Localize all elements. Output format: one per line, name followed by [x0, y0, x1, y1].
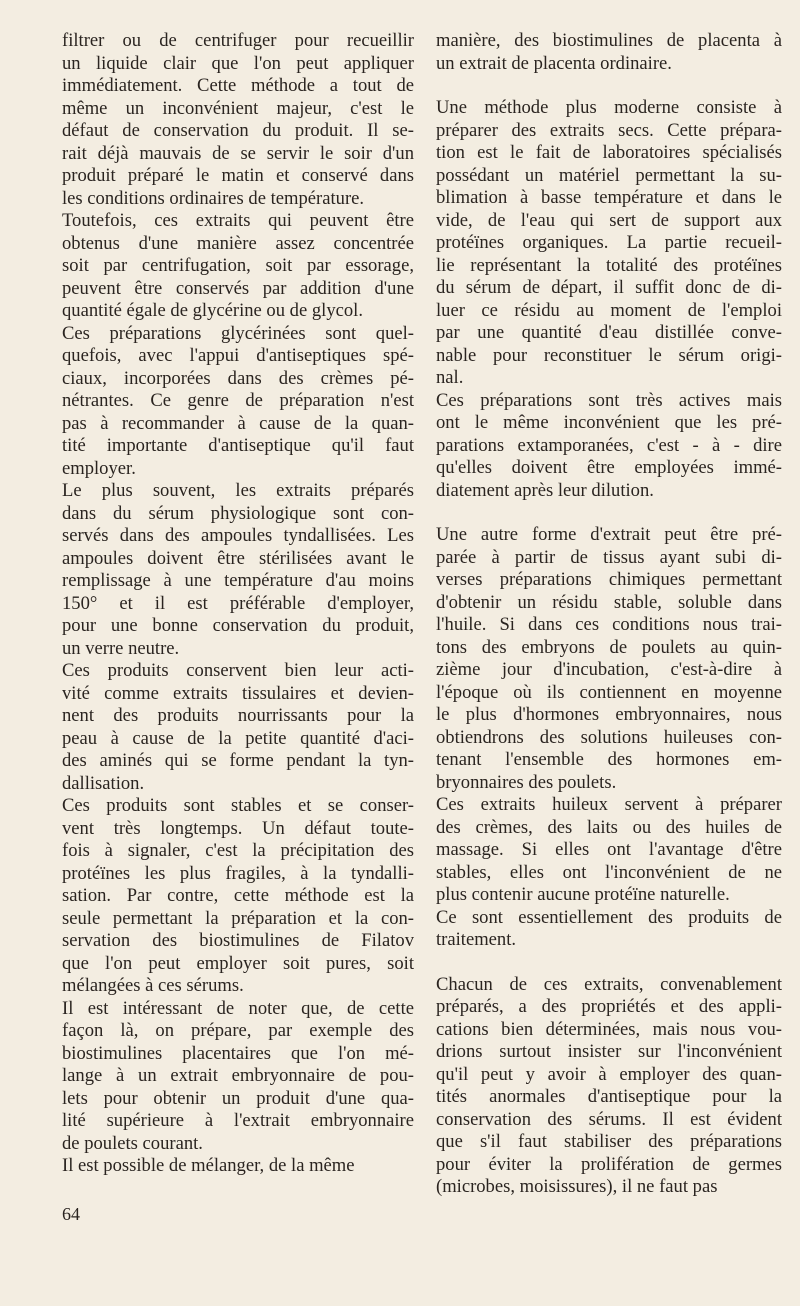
paragraph-gap	[436, 502, 782, 524]
left-column-text-line: façon là, on prépare, par exemple des	[62, 1020, 414, 1041]
right-column-text-line: un extrait de placenta ordinaire.	[436, 52, 672, 74]
right-column-text-line: du sérum de départ, il suffit donc de di-	[436, 277, 782, 298]
right-column-text-line: diatement après leur dilution.	[436, 479, 654, 501]
left-column-text-line: vité comme extraits tissulaires et devien-	[62, 682, 414, 704]
left-column-text-line: un liquide clair que l'on peut appliquer	[62, 52, 414, 74]
left-column-text-line: lange à un extrait embryonnaire de pou-	[62, 1065, 414, 1086]
right-column-text-line: pour éviter la prolifération de germes	[436, 1153, 782, 1175]
left-column-text-line: défaut de conservation du produit. Il se-	[62, 120, 414, 141]
right-column-text-line: cations bien déterminées, mais nous vou-	[436, 1018, 782, 1040]
right-column-text-line: Une méthode plus moderne consiste à	[436, 97, 782, 118]
left-column-text-line: peuvent être conservés par addition d'une	[62, 277, 414, 299]
right-column-text-line: Une autre forme d'extrait peut être pré-	[436, 524, 782, 545]
right-column-text-line: conservation des sérums. Il est évident	[436, 1108, 782, 1130]
left-column	[62, 30, 414, 1178]
left-column-text-line: les conditions ordinaires de température.	[62, 187, 365, 209]
right-column-text-line: protéïnes organiques. La partie recueil-	[436, 232, 782, 253]
left-column-text-line: tité importante d'antiseptique qu'il faut	[62, 435, 414, 456]
left-column-text-line: filtrer ou de centrifuger pour recueillir	[62, 30, 414, 51]
right-column-text-line: traitement.	[436, 929, 517, 950]
left-column-text-line: obtenus d'une manière assez concentrée	[62, 232, 414, 254]
right-column-text-line: tons des embryons de poulets au quin-	[436, 636, 782, 658]
left-column-text-line: ampoules doivent être stérilisées avant le	[62, 547, 414, 569]
right-column-text-line: bryonnaires des poulets.	[436, 771, 617, 793]
right-column-text-line: parée à partir de tissus ayant subi di-	[436, 546, 782, 568]
left-column-text-line: rait déjà mauvais de se servir le soir d'un	[62, 142, 414, 164]
right-column-text-line: Ces extraits huileux servent à préparer	[436, 794, 782, 815]
right-column-text-line: parations extamporanées, c'est - à - dire	[436, 434, 782, 456]
right-column-text-line: tion est le fait de laboratoires spécialisés	[436, 142, 782, 163]
right-column-text-line: blimation à basse température et dans le	[436, 187, 782, 208]
right-column-text-line: stables, elles ont l'inconvénient de ne	[436, 861, 782, 883]
right-column-text-line: massage. Si elles ont l'avantage d'être	[436, 839, 782, 860]
left-column-text-line: employer.	[62, 457, 136, 479]
right-column-text-line: manière, des biostimulines de placenta à	[436, 30, 782, 51]
left-column-text-line: servation des biostimulines de Filatov	[62, 930, 414, 951]
left-column-text-line: Il est intéressant de noter que, de cette	[62, 997, 414, 1019]
left-column-text-line: de poulets courant.	[62, 1132, 203, 1154]
left-column-text-line: vent très longtemps. Un défaut toute-	[62, 817, 414, 839]
left-column-text-line: dallisation.	[62, 772, 145, 794]
left-column-text-line: remplissage à une température d'au moins	[62, 570, 414, 591]
right-column-text-line: luer ce résidu au moment de l'emploi	[436, 299, 782, 321]
right-column-text-line: tenant l'ensemble des hormones em-	[436, 749, 782, 770]
right-column-text-line: tités anormales d'antiseptique pour la	[436, 1086, 782, 1107]
left-column-text-line: Le plus souvent, les extraits préparés	[62, 480, 414, 501]
right-column-text-line: possédant un matériel permettant la su-	[436, 164, 782, 186]
left-column-text-line: Toutefois, ces extraits qui peuvent être	[62, 210, 414, 231]
left-column-text-line: lité supérieure à l'extrait embryonnaire	[62, 1110, 414, 1131]
left-column-text-line: Ces préparations glycérinées sont quel-	[62, 322, 414, 344]
left-column-text-line: nétrantes. Ce genre de préparation n'est	[62, 390, 414, 411]
right-column-text-line: l'époque où ils contiennent en moyenne	[436, 681, 782, 703]
left-column-text-line: fois à signaler, c'est la précipitation des	[62, 840, 414, 861]
left-column-text-line: que l'on peut employer soit pures, soit	[62, 952, 414, 974]
left-column-text-line: mélangées à ces sérums.	[62, 975, 244, 996]
right-column-text-line: ont le même inconvénient que les pré-	[436, 412, 782, 433]
right-column-text-line: l'huile. Si dans ces conditions nous trai-	[436, 614, 782, 635]
right-column-text-line: préparer des extraits secs. Cette prépara-	[436, 119, 782, 141]
left-column-text-line: quefois, avec l'appui d'antiseptiques spé-	[62, 345, 414, 366]
right-column-text-line: préparés, a des propriétés et des appli-	[436, 996, 782, 1017]
left-column-text-line: sation. Par contre, cette méthode est la	[62, 885, 414, 906]
right-column-text-line: des crèmes, des laits ou des huiles de	[436, 816, 782, 838]
right-column	[436, 30, 782, 1199]
right-column-text-line: Ce sont essentiellement des produits de	[436, 906, 782, 928]
left-column-text-line: immédiatement. Cette méthode a tout de	[62, 75, 414, 96]
left-column-text-line: lets pour obtenir un produit d'une qua-	[62, 1087, 414, 1109]
paragraph-gap	[436, 952, 782, 974]
paragraph-gap	[436, 75, 782, 97]
left-column-text-line: seule permettant la préparation et la con-	[62, 907, 414, 929]
page-number: 64	[62, 1204, 80, 1224]
left-column-text-line: pas à recommander à cause de la quan-	[62, 412, 414, 434]
right-column-text-line: le plus d'hormones embryonnaires, nous	[436, 704, 782, 725]
left-column-text-line: Ces produits sont stables et se conser-	[62, 795, 414, 816]
right-column-text-line: d'obtenir un résidu stable, soluble dans	[436, 591, 782, 613]
left-column-text-line: soit par centrifugation, soit par essorage,	[62, 255, 414, 276]
right-column-text-line: nable pour reconstituer le sérum origi-	[436, 344, 782, 366]
right-column-text-line: par une quantité d'eau distillée conve-	[436, 322, 782, 343]
right-column-text-line: que s'il faut stabiliser des préparations	[436, 1131, 782, 1152]
left-column-text-line: protéïnes les plus fragiles, à la tyndalli-	[62, 862, 414, 884]
left-column-text-line: ciaux, incorporées dans des crèmes pé-	[62, 367, 414, 389]
left-column-text-line: un verre neutre.	[62, 637, 180, 659]
right-column-text-line: verses préparations chimiques permettant	[436, 569, 782, 590]
right-column-text-line: lie représentant la totalité des protéïnes	[436, 254, 782, 276]
left-column-text-line: peau à cause de la petite quantité d'aci-	[62, 727, 414, 749]
left-column-text-line: Il est possible de mélanger, de la même	[62, 1155, 355, 1176]
left-column-text-line: même un inconvénient majeur, c'est le	[62, 97, 414, 119]
right-column-text-line: qu'il peut y avoir à employer des quan-	[436, 1063, 782, 1085]
right-column-text-line: Chacun de ces extraits, convenablement	[436, 973, 782, 995]
right-column-text-line: zième jour d'incubation, c'est-à-dire à	[436, 659, 782, 680]
left-column-text-line: pour une bonne conservation du produit,	[62, 615, 414, 636]
left-column-text-line: des aminés qui se forme pendant la tyn-	[62, 750, 414, 771]
left-column-text-line: Ces produits conservent bien leur acti-	[62, 660, 414, 681]
right-column-text-line: nal.	[436, 367, 464, 388]
left-column-text-line: quantité égale de glycérine ou de glycol.	[62, 300, 363, 321]
left-column-text-line: 150° et il est préférable d'employer,	[62, 592, 414, 614]
right-column-text-line: drions surtout insister sur l'inconvénient	[436, 1041, 782, 1062]
right-column-text-line: (microbes, moisissures), il ne faut pas	[436, 1176, 718, 1197]
right-column-text-line: Ces préparations sont très actives mais	[436, 389, 782, 411]
left-column-text-line: nent des produits nourrissants pour la	[62, 705, 414, 726]
right-column-text-line: qu'elles doivent être employées immé-	[436, 457, 782, 478]
left-column-text-line: dans du sérum physiologique sont con-	[62, 502, 414, 524]
left-column-text-line: biostimulines placentaires que l'on mé-	[62, 1042, 414, 1064]
left-column-text-line: produit préparé le matin et conservé dans	[62, 165, 414, 186]
right-column-text-line: obtiendrons des solutions huileuses con-	[436, 726, 782, 748]
left-column-text-line: servés dans des ampoules tyndallisées. Les	[62, 525, 414, 546]
right-column-text-line: vide, de l'eau qui sert de support aux	[436, 209, 782, 231]
right-column-text-line: plus contenir aucune protéïne naturelle.	[436, 884, 730, 905]
